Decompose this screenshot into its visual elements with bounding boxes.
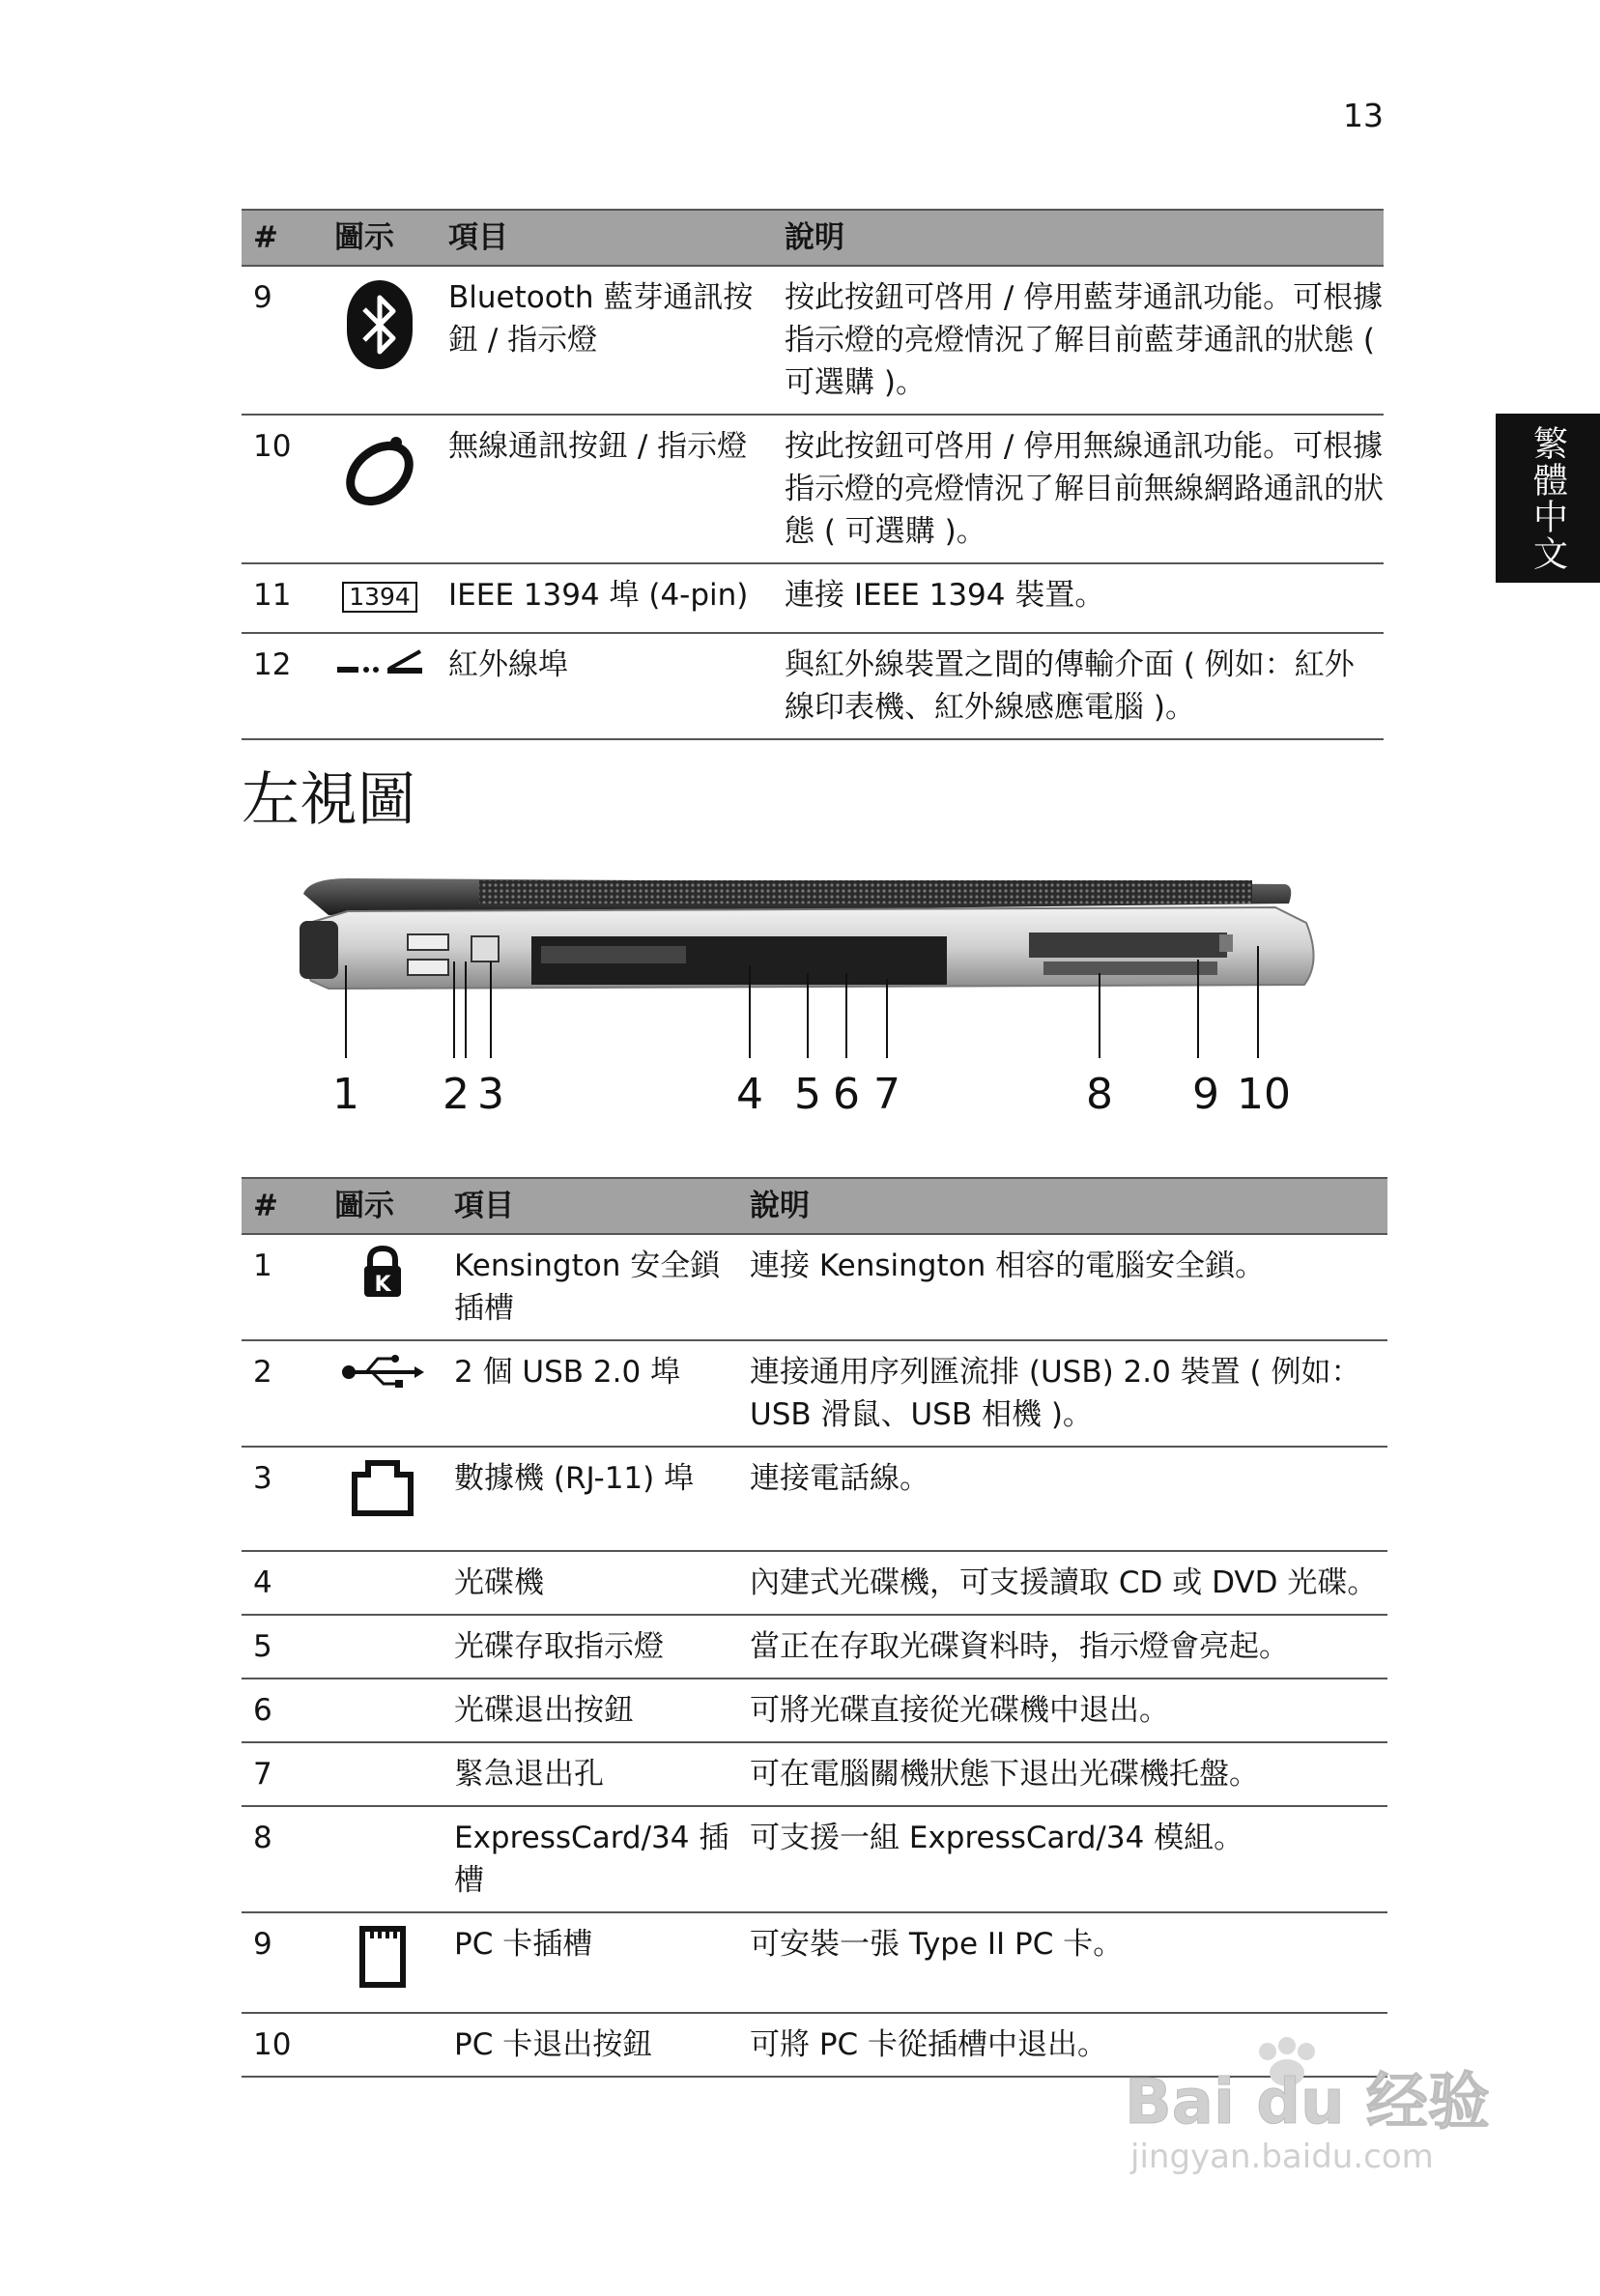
empty-icon-cell: [323, 2013, 443, 2077]
row-desc: 內建式光碟機，可支援讀取 CD 或 DVD 光碟。: [738, 1551, 1387, 1615]
row-item: 數據機 (RJ-11) 埠: [443, 1447, 738, 1551]
diagram-label: 7: [873, 1070, 900, 1119]
row-desc: 連接通用序列匯流排 (USB) 2.0 裝置 ( 例如：USB 滑鼠、USB 相機 )。: [738, 1340, 1387, 1447]
section-title: 左視圖: [242, 766, 415, 834]
row-num: 1: [242, 1234, 323, 1340]
col-icon: 圖示: [323, 210, 437, 266]
bluetooth-icon: [323, 266, 437, 415]
infrared-icon: [323, 633, 437, 739]
table-row: [242, 1551, 1387, 1615]
diagram-label: 5: [794, 1070, 821, 1119]
row-num: 2: [242, 1340, 323, 1447]
row-num: 8: [242, 1806, 323, 1912]
row-item: 2 個 USB 2.0 埠: [443, 1340, 738, 1447]
row-num: 10: [242, 2013, 323, 2077]
left-view-spec-table: [242, 1177, 1387, 2078]
language-tab-label: 繁體中文: [1528, 424, 1568, 572]
table-header-row: [242, 1178, 1387, 1234]
table-header-row: [242, 210, 1384, 266]
top-spec-table: [242, 209, 1384, 740]
table-row: [242, 633, 1384, 739]
col-num: #: [242, 210, 323, 266]
diagram-label: 3: [477, 1070, 504, 1119]
row-num: 3: [242, 1447, 323, 1551]
row-desc: 可在電腦關機狀態下退出光碟機托盤。: [738, 1742, 1387, 1806]
row-desc: 與紅外線裝置之間的傳輸介面 ( 例如：紅外線印表機、紅外線感應電腦 )。: [773, 633, 1384, 739]
empty-icon-cell: [323, 1806, 443, 1912]
row-desc: 可將光碟直接從光碟機中退出。: [738, 1679, 1387, 1742]
diagram-label: 9: [1192, 1070, 1219, 1119]
table-row: [242, 1340, 1387, 1447]
row-item: IEEE 1394 埠 (4-pin): [437, 563, 773, 633]
empty-icon-cell: [323, 1679, 443, 1742]
watermark-url: jingyan.baidu.com: [1130, 2138, 1434, 2176]
row-num: 10: [242, 415, 323, 563]
ieee1394-icon: [323, 563, 437, 633]
row-desc: 按此按鈕可啓用 / 停用無線通訊功能。可根據指示燈的亮燈情況了解目前無線網路通訊的狀態 ( 可選購 )。: [773, 415, 1384, 563]
row-num: 11: [242, 563, 323, 633]
wireless-icon: [323, 415, 437, 563]
row-num: 9: [242, 1912, 323, 2013]
laptop-left-side-diagram: [290, 865, 1324, 1126]
row-item: 緊急退出孔: [443, 1742, 738, 1806]
row-item: PC 卡退出按鈕: [443, 2013, 738, 2077]
language-tab: [1496, 414, 1600, 583]
diagram-label: 4: [736, 1070, 763, 1119]
row-desc: 可安裝一張 Type II PC 卡。: [738, 1912, 1387, 2013]
diagram-label: 8: [1086, 1070, 1113, 1119]
usb-icon: [323, 1340, 443, 1447]
row-desc: 連接 IEEE 1394 裝置。: [773, 563, 1384, 633]
svg-text:K: K: [374, 1273, 391, 1297]
pc-card-icon: [323, 1912, 443, 2013]
row-num: 5: [242, 1615, 323, 1679]
row-item: PC 卡插槽: [443, 1912, 738, 2013]
table-row: [242, 1742, 1387, 1806]
row-num: 7: [242, 1742, 323, 1806]
row-desc: 連接 Kensington 相容的電腦安全鎖。: [738, 1234, 1387, 1340]
row-item: 紅外線埠: [437, 633, 773, 739]
row-num: 12: [242, 633, 323, 739]
row-desc: 連接電話線。: [738, 1447, 1387, 1551]
col-num: #: [242, 1178, 323, 1234]
col-item: 項目: [437, 210, 773, 266]
row-item: ExpressCard/34 插槽: [443, 1806, 738, 1912]
table-row: [242, 1806, 1387, 1912]
row-desc: 當正在存取光碟資料時，指示燈會亮起。: [738, 1615, 1387, 1679]
row-desc: 可支援一組 ExpressCard/34 模組。: [738, 1806, 1387, 1912]
row-item: 光碟機: [443, 1551, 738, 1615]
table-row: [242, 266, 1384, 415]
watermark-brand: Bai du 经验: [1125, 2067, 1490, 2138]
table-row: [242, 1912, 1387, 2013]
modem-icon: [323, 1447, 443, 1551]
diagram-label: 2: [443, 1070, 470, 1119]
col-desc: 說明: [738, 1178, 1387, 1234]
col-item: 項目: [443, 1178, 738, 1234]
page-number: 13: [1343, 97, 1384, 134]
diagram-label: 10: [1237, 1070, 1291, 1119]
row-desc: 可將 PC 卡從插槽中退出。: [738, 2013, 1387, 2077]
row-item: 光碟退出按鈕: [443, 1679, 738, 1742]
col-desc: 說明: [773, 210, 1384, 266]
empty-icon-cell: [323, 1551, 443, 1615]
empty-icon-cell: [323, 1615, 443, 1679]
table-row: [242, 1679, 1387, 1742]
row-item: Bluetooth 藍芽通訊按鈕 / 指示燈: [437, 266, 773, 415]
row-desc: 按此按鈕可啓用 / 停用藍芽通訊功能。可根據指示燈的亮燈情況了解目前藍芽通訊的狀態 ( 可選購 )。: [773, 266, 1384, 415]
diagram-label: 6: [833, 1070, 860, 1119]
diagram-label: 1: [332, 1070, 359, 1119]
table-row: [242, 1447, 1387, 1551]
table-row: [242, 563, 1384, 633]
empty-icon-cell: [323, 1742, 443, 1806]
row-item: 光碟存取指示燈: [443, 1615, 738, 1679]
ieee1394-label: 1394: [342, 582, 417, 613]
table-row: [242, 415, 1384, 563]
table-row: [242, 1234, 1387, 1340]
row-item: 無線通訊按鈕 / 指示燈: [437, 415, 773, 563]
kensington-lock-icon: [323, 1234, 443, 1340]
row-num: 6: [242, 1679, 323, 1742]
row-num: 9: [242, 266, 323, 415]
row-num: 4: [242, 1551, 323, 1615]
row-item: Kensington 安全鎖插槽: [443, 1234, 738, 1340]
table-row: [242, 1615, 1387, 1679]
col-icon: 圖示: [323, 1178, 443, 1234]
baidu-watermark-logo: [1121, 2034, 1507, 2179]
